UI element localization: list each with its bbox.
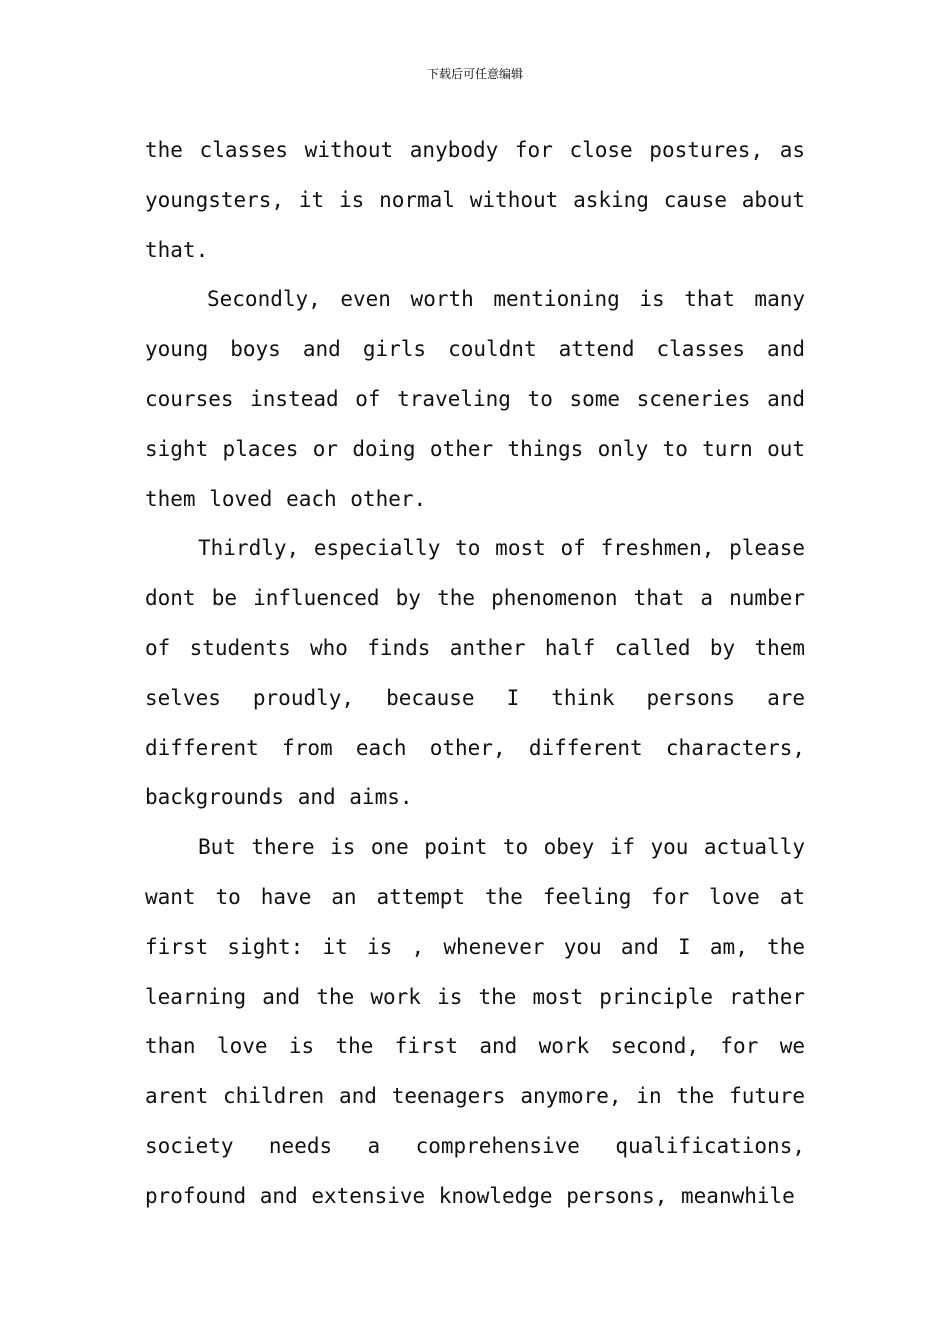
page-header: 下载后可任意编辑 — [426, 67, 523, 81]
paragraph-secondly: Secondly, even worth mentioning is that many young boys and girls couldnt attend classes and courses instead of traveling to some sceneries and sight places or doing other things only to turn out them loved each other. — [145, 287, 805, 511]
paragraph-thirdly: Thirdly, especially to most of freshmen, please dont be influenced by the phenomenon that a number of students who finds anther half called by them selves proudly, because I think persons are different from each other, different characters, backgrounds and aims. — [145, 536, 805, 810]
document-body — [145, 126, 805, 1222]
paragraph-continuation: the classes without anybody for close postures, as youngsters, it is normal without asking cause about that. — [145, 138, 805, 262]
paragraph-but: But there is one point to obey if you actually want to have an attempt the feeling for love at first sight: it is , whenever you and I am, the learning and the work is the most principle rather than love is the first and work second, for we arent children and teenagers anymore, in the future society needs a comprehensive qualifications, profound and extensive knowledge persons, meanwhile — [145, 835, 805, 1208]
